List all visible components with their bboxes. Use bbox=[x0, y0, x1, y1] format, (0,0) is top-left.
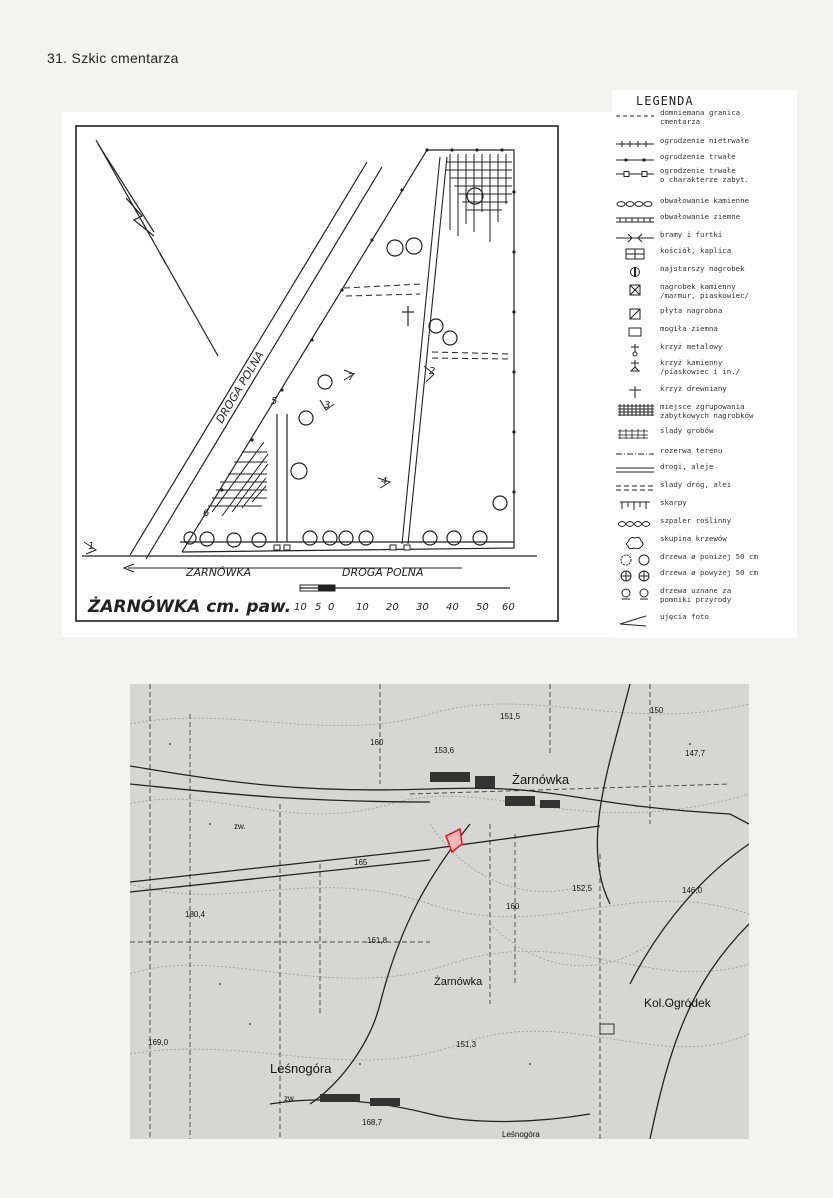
elevation-label: 151,5 bbox=[500, 712, 521, 721]
road-label-droga-polna-bottom: DROGA POLNA bbox=[342, 566, 424, 579]
page-title: 31. Szkic cmentarza bbox=[47, 50, 179, 66]
svg-text:30: 30 bbox=[416, 602, 429, 613]
legend-item-label: ujęcia foto bbox=[660, 612, 709, 621]
oldest-grave-icon bbox=[616, 266, 656, 279]
elevation-label: 153,6 bbox=[434, 746, 455, 755]
svg-text:7: 7 bbox=[348, 372, 355, 383]
tree-large-icon bbox=[616, 570, 656, 583]
fence-historic-icon bbox=[616, 168, 656, 181]
elevation-label: 146,0 bbox=[682, 886, 703, 895]
svg-text:6: 6 bbox=[203, 508, 210, 519]
legend-item-label: krzyż kamienny /piaskowiec i in./ bbox=[660, 358, 741, 376]
elevation-label: 169,0 bbox=[148, 1038, 169, 1047]
stone-cross-icon bbox=[616, 360, 656, 373]
elevation-label: 152,5 bbox=[572, 884, 593, 893]
road-label-droga-polna: DROGA POLNA bbox=[213, 348, 267, 426]
map-mark: zw. bbox=[234, 822, 246, 831]
svg-text:3: 3 bbox=[324, 400, 331, 411]
svg-text:50: 50 bbox=[476, 602, 489, 613]
grave-slab-icon bbox=[616, 308, 656, 321]
wooden-cross-icon bbox=[616, 386, 656, 399]
gate-icon bbox=[616, 232, 656, 245]
place-label-lesnogora-south: Leśnogóra bbox=[502, 1130, 540, 1139]
fence-temporary-icon bbox=[616, 138, 656, 151]
photo-angle-icon bbox=[616, 614, 656, 627]
scale-bar bbox=[294, 602, 515, 613]
legend-item-label: drzewa ø poniżej 50 cm bbox=[660, 552, 758, 561]
legend-item-label: skupina krzewów bbox=[660, 534, 727, 543]
sketch-caption: ŻARNÓWKA cm. paw. bbox=[88, 597, 292, 617]
legend-item-label: rozerwa terenu bbox=[660, 446, 723, 455]
legend-item-label: nagrobek kamienny /marmur, piaskowiec/ bbox=[660, 282, 749, 300]
legend-panel bbox=[612, 90, 797, 638]
svg-text:10: 10 bbox=[356, 602, 369, 613]
svg-text:1: 1 bbox=[88, 541, 95, 552]
legend-item-label: szpaler roślinny bbox=[660, 516, 732, 525]
stone-tomb-icon bbox=[616, 284, 656, 297]
svg-text:5: 5 bbox=[271, 396, 278, 407]
legend-item-label: płyta nagrobna bbox=[660, 306, 723, 315]
elevation-label: 161,8 bbox=[367, 936, 388, 945]
legend-item-label: kościół, kaplica bbox=[660, 246, 732, 255]
contour-label: 160 bbox=[506, 902, 520, 911]
svg-text:0: 0 bbox=[328, 602, 335, 613]
svg-text:20: 20 bbox=[386, 602, 399, 613]
cemetery-sketch bbox=[62, 112, 612, 637]
legend-item-label: miejsce zgrupowania zabytkowych nagrobków bbox=[660, 402, 754, 420]
tree-small-icon bbox=[616, 554, 656, 567]
contour-label: 165 bbox=[354, 858, 368, 867]
legend-item-label: najstarszy nagrobek bbox=[660, 264, 745, 273]
svg-text:2: 2 bbox=[429, 366, 436, 377]
legend-item-label: obwałowanie ziemne bbox=[660, 212, 741, 221]
dashed-line-icon bbox=[616, 110, 656, 123]
nature-monument-icon bbox=[616, 588, 656, 601]
tree-icon bbox=[184, 188, 507, 547]
shrub-group-icon bbox=[616, 536, 656, 549]
metal-cross-icon bbox=[616, 344, 656, 357]
map-mark: zw. bbox=[284, 1094, 296, 1103]
hedge-icon bbox=[616, 518, 656, 531]
legend-item-label: ogrodzenie trwałe bbox=[660, 152, 736, 161]
contour-label: 160 bbox=[370, 738, 384, 747]
fence-permanent-icon bbox=[616, 154, 656, 167]
grave-cluster-icon bbox=[616, 404, 656, 417]
road-traces-icon bbox=[616, 482, 656, 495]
elevation-label: 147,7 bbox=[685, 749, 706, 758]
earth-grave-icon bbox=[616, 326, 656, 339]
place-label-zarnowka-south: Żarnówka bbox=[434, 976, 483, 988]
north-arrow-icon bbox=[96, 140, 218, 356]
legend-item-label: ślady grobów bbox=[660, 426, 714, 435]
svg-text:60: 60 bbox=[502, 602, 515, 613]
elevation-label: 180,4 bbox=[185, 910, 206, 919]
legend-item-label: drzewa ø powyżej 50 cm bbox=[660, 568, 758, 577]
legend-item-label: drzewa uznane za pomniki przyrody bbox=[660, 586, 732, 604]
place-label-lesnogora: Leśnogóra bbox=[270, 1061, 332, 1076]
topographic-map bbox=[130, 684, 749, 1139]
stone-embankment-icon bbox=[616, 198, 656, 211]
road-icon bbox=[616, 464, 656, 477]
contour-label: 150 bbox=[650, 706, 664, 715]
grave-traces-icon bbox=[616, 428, 656, 441]
legend-item-label: krzyż drewniany bbox=[660, 384, 727, 393]
terrain-break-icon bbox=[616, 448, 656, 461]
legend-item-label: ogrodzenie nietrwałe bbox=[660, 136, 749, 145]
legend-title: LEGENDA bbox=[636, 94, 694, 108]
legend-item-label: bramy i furtki bbox=[660, 230, 723, 239]
legend-item-label: ślady dróg, alei bbox=[660, 480, 732, 489]
elevation-label: 151,3 bbox=[456, 1040, 477, 1049]
legend-item-label: domniemana granica cmentarza bbox=[660, 108, 741, 126]
legend-item-label: mogiła ziemna bbox=[660, 324, 718, 333]
elevation-label: 168,7 bbox=[362, 1118, 383, 1127]
legend-item-label: ogrodzenie trwałe o charakterze zabyt. bbox=[660, 166, 749, 184]
place-label-kol-ogrodek: Kol.Ogródek bbox=[644, 996, 711, 1010]
svg-text:40: 40 bbox=[446, 602, 459, 613]
sketch-drawing bbox=[62, 112, 612, 637]
place-label-zarnowka-north: Żarnówka bbox=[512, 772, 570, 787]
legend-item-label: skarpy bbox=[660, 498, 687, 507]
svg-text:10: 10 bbox=[294, 602, 307, 613]
svg-text:4: 4 bbox=[381, 476, 388, 487]
road-label-zarnowka: ZARNÓWKA bbox=[186, 566, 252, 579]
legend-item-label: krzyż metalowy bbox=[660, 342, 723, 351]
earth-embankment-icon bbox=[616, 214, 656, 227]
legend-item-label: drogi, aleje bbox=[660, 462, 714, 471]
church-icon bbox=[616, 248, 656, 261]
svg-text:5: 5 bbox=[315, 602, 322, 613]
legend-item-label: obwałowanie kamienne bbox=[660, 196, 749, 205]
escarpment-icon bbox=[616, 500, 656, 513]
